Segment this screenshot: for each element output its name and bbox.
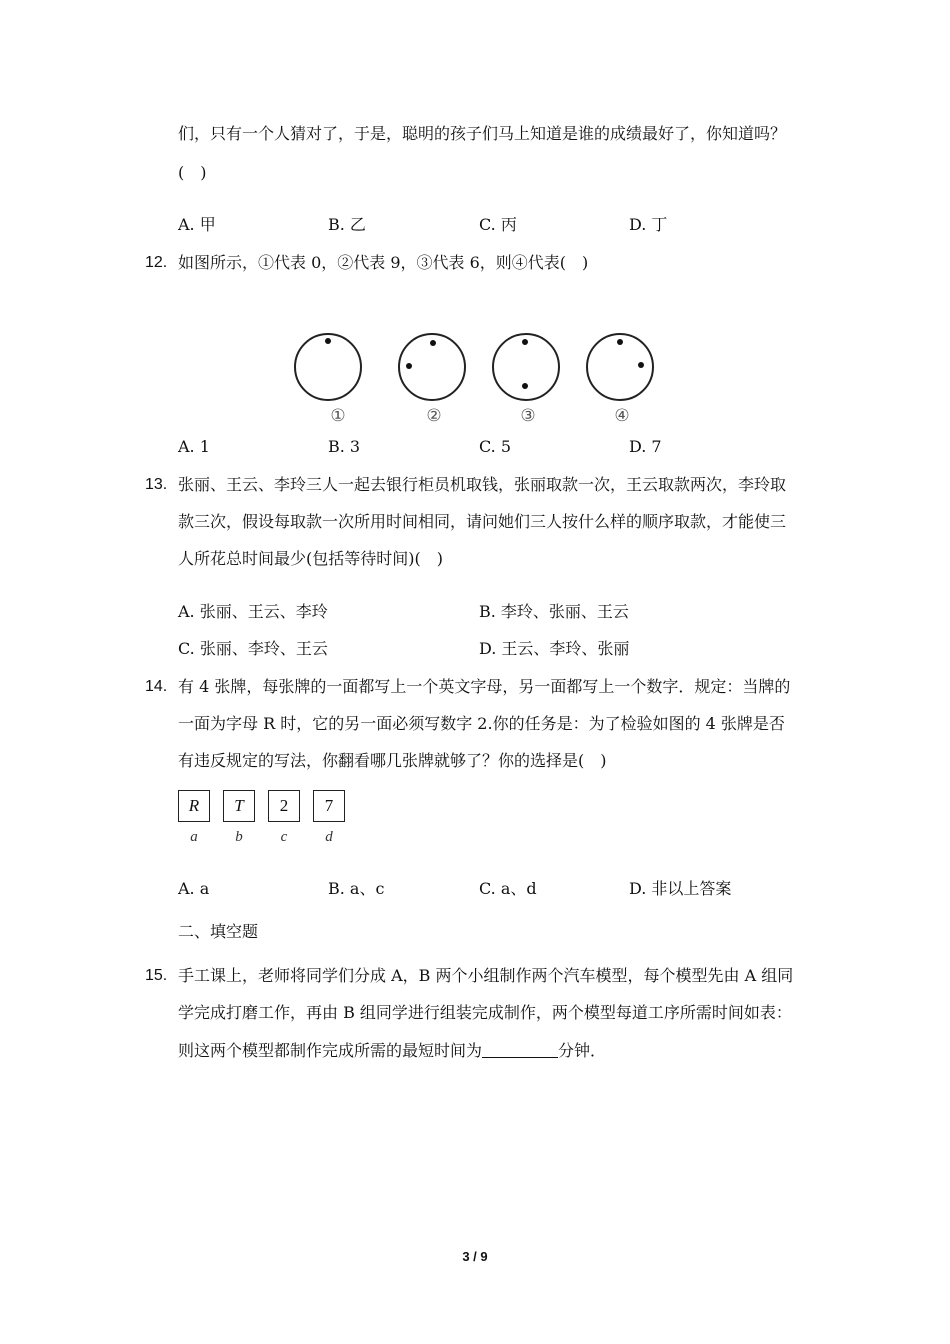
- q13-option-d: D. 王云、李玲、张丽: [479, 639, 630, 658]
- page-number: 3 / 9: [462, 1249, 488, 1264]
- q13-number: 13.: [145, 476, 168, 493]
- q12-option-b: B. 3: [328, 437, 361, 456]
- q14-option-c: C. a、d: [479, 879, 537, 898]
- circle-3: [493, 334, 559, 400]
- q13-line-2: 款三次，假设每取款一次所用时间相同，请问她们三人按什么样的顺序取款，才能使三: [178, 512, 787, 531]
- q14-line-2: 一面为字母 R 时，它的另一面必须写数字 2.你的任务是：为了检验如图的 4 张牌是否: [178, 714, 785, 733]
- q13-line-1: 张丽、王云、李玲三人一起去银行柜员机取钱，张丽取款一次，王云取款两次，李玲取: [178, 475, 787, 494]
- card-label-d: d: [325, 829, 333, 845]
- circle-label-2: ②: [426, 406, 442, 426]
- q11-option-d: D. 丁: [629, 215, 668, 234]
- q11-option-c: C. 丙: [479, 215, 517, 234]
- circle-1-dot: [325, 338, 331, 344]
- card-label-c: c: [280, 829, 288, 845]
- circle-2: [399, 334, 465, 400]
- circle-3-dot-top: [522, 339, 528, 345]
- q15-line-3-after: 分钟．: [558, 1041, 607, 1060]
- circle-label-3: ③: [520, 406, 536, 426]
- circle-4-dot-top: [617, 339, 623, 345]
- q15-line-3-before: 则这两个模型都制作完成所需的最短时间为: [178, 1041, 483, 1060]
- card-label-b: b: [235, 829, 243, 845]
- q14-line-3: 有违反规定的写法，你翻看哪几张牌就够了？你的选择是( ): [178, 751, 607, 770]
- circle-2-dot-left: [406, 363, 412, 369]
- q14-option-b: B. a、c: [328, 879, 385, 898]
- circle-2-dot-top: [430, 340, 436, 346]
- q15-line-2: 学完成打磨工作，再由 B 组同学进行组装完成制作，两个模型每道工序所需时间如表：: [178, 1003, 792, 1022]
- circle-label-4: ④: [614, 406, 630, 426]
- q12-option-c: C. 5: [479, 437, 512, 456]
- q14-option-a: A. a: [178, 879, 210, 898]
- q13-option-a: A. 张丽、王云、李玲: [178, 602, 328, 621]
- circle-label-1: ①: [330, 406, 346, 426]
- section-title-fill-in: 二、填空题: [178, 922, 259, 941]
- circle-4-dot-right: [638, 362, 644, 368]
- q12-text: 如图所示，①代表 0，②代表 9，③代表 6，则④代表( ): [178, 253, 589, 272]
- q11-option-a: A. 甲: [178, 215, 216, 234]
- q13-option-b: B. 李玲、张丽、王云: [479, 602, 629, 621]
- q12-option-a: A. 1: [178, 437, 210, 456]
- q14-option-d: D. 非以上答案: [629, 879, 732, 898]
- card-b: T: [223, 790, 255, 822]
- q13-option-c: C. 张丽、李玲、王云: [178, 639, 328, 658]
- q15-line-1: 手工课上，老师将同学们分成 A，B 两个小组制作两个汽车模型，每个模型先由 A 组同: [178, 966, 794, 985]
- q15-number: 15.: [145, 967, 168, 984]
- q14-line-1: 有 4 张牌，每张牌的一面都写上一个英文字母，另一面都写上一个数字．规定：当牌的: [178, 677, 791, 696]
- card-c: 2: [268, 790, 300, 822]
- card-label-a: a: [190, 829, 198, 845]
- q14-number: 14.: [145, 678, 168, 695]
- q15-line-3: [178, 1041, 606, 1061]
- q11-paren: ( ): [178, 163, 207, 182]
- q11-option-b: B. 乙: [328, 215, 366, 234]
- circle-4: [587, 334, 653, 400]
- q12-option-d: D. 7: [629, 437, 662, 456]
- q12-number: 12.: [145, 254, 168, 271]
- card-d: 7: [313, 790, 345, 822]
- q11-text: 们，只有一个人猜对了，于是，聪明的孩子们马上知道是谁的成绩最好了，你知道吗？: [178, 124, 787, 143]
- card-a: R: [178, 790, 210, 822]
- circle-3-dot-bottom: [522, 383, 528, 389]
- q15-answer-blank[interactable]: [482, 1041, 558, 1058]
- q13-line-3: 人所花总时间最少(包括等待时间)( ): [178, 549, 443, 568]
- circle-1: [295, 334, 361, 400]
